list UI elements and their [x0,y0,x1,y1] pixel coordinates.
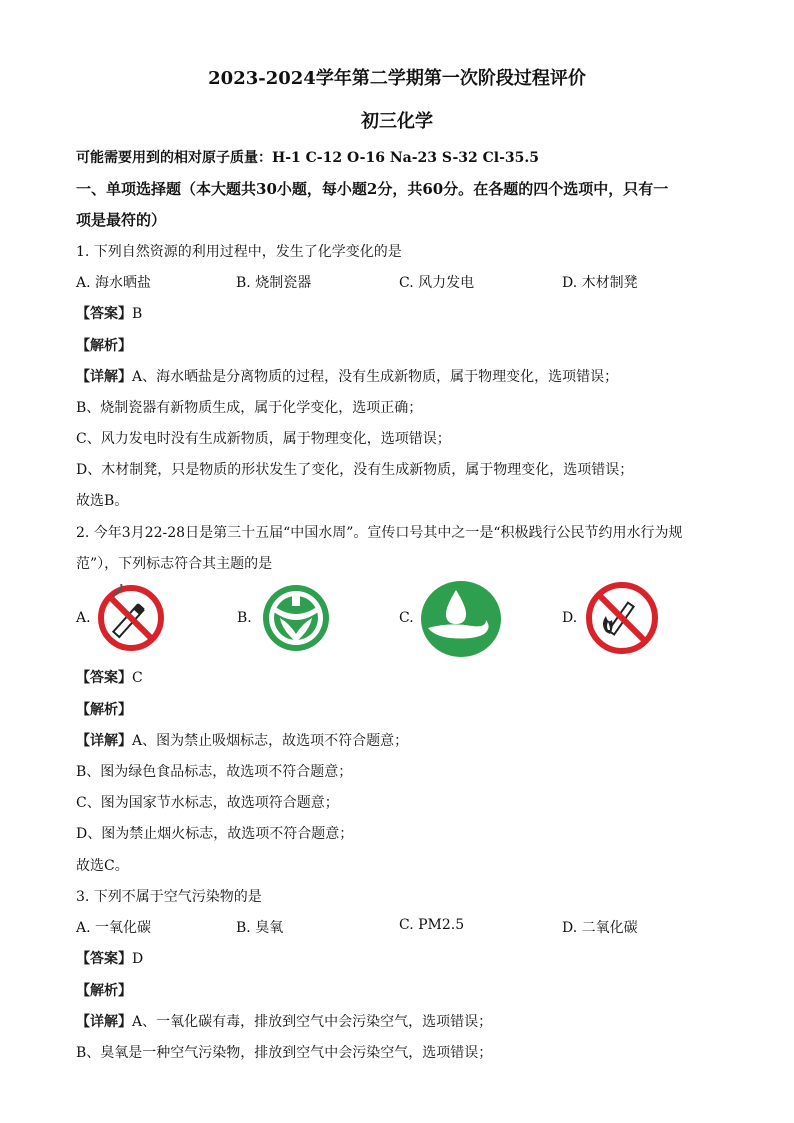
no-fire-sign-icon [584,580,660,656]
section-heading-line1: 一、单项选择题（本大题共30小题，每小题2分，共60分。在各题的四个选项中，只有一 [76,180,669,198]
q1-analysis-label: 【解析】 [76,338,132,354]
q3-analysis-label: 【解析】 [76,983,132,999]
q3-option-d: D. 二氧化碳 [562,920,638,936]
detail-label: 【详解】 [76,733,132,749]
detail-label: 【详解】 [76,369,132,385]
answer-value: C [132,670,143,686]
answer-label: 【答案】 [76,306,132,322]
q1-answer [76,303,142,323]
q2-option-c-letter: C. [399,610,414,626]
q1-detail-line [76,366,618,386]
q2-answer [76,667,143,687]
q3-option-c: C. PM2.5 [399,917,465,933]
exam-title: 2023-2024学年第二学期第一次阶段过程评价 [208,68,586,89]
q2-detail-line: D、图为禁止烟火标志，故选项不符合题意； [76,826,354,842]
q2-stem-line1: 2. 今年3月22-28日是第三十五届“中国水周”。宣传口号其中之一是“积极践行公民节约用水行为规 [76,525,683,541]
q2-option-b-letter: B. [237,610,252,626]
q1-option-a: A. 海水晒盐 [76,275,152,291]
no-smoking-sign-icon [97,584,165,652]
q2-option-d-letter: D. [562,610,578,626]
water-saving-sign-icon [420,580,502,658]
q2-detail-line [76,730,408,750]
q1-detail-line: B、烧制瓷器有新物质生成，属于化学变化，选项正确； [76,400,423,416]
answer-label: 【答案】 [76,951,132,967]
green-food-sign-icon [258,582,334,654]
q3-option-b: B. 臭氧 [236,920,284,936]
detail-text: A、图为禁止吸烟标志，故选项不符合题意； [132,733,409,749]
q1-option-b: B. 烧制瓷器 [236,275,312,291]
q1-detail-line: D、木材制凳，只是物质的形状发生了变化，没有生成新物质，属于物理变化，选项错误； [76,462,634,478]
q3-detail-line: B、臭氧是一种空气污染物，排放到空气中会污染空气，选项错误； [76,1045,493,1061]
q2-conclusion: 故选C。 [76,858,129,874]
q2-detail-line: C、图为国家节水标志，故选项符合题意； [76,795,339,811]
q2-analysis-label: 【解析】 [76,702,132,718]
exam-subtitle: 初三化学 [361,111,433,132]
q1-detail-line: C、风力发电时没有生成新物质，属于物理变化，选项错误； [76,431,451,447]
detail-text: A、海水晒盐是分离物质的过程，没有生成新物质，属于物理变化，选项错误； [132,369,619,385]
answer-value: B [132,306,143,322]
q2-option-a-letter: A. [76,610,91,626]
q3-option-a: A. 一氧化碳 [76,920,152,936]
detail-label: 【详解】 [76,1014,132,1030]
detail-text: A、一氧化碳有毒，排放到空气中会污染空气，选项错误； [132,1014,493,1030]
answer-label: 【答案】 [76,670,132,686]
section-heading-line2: 项是最符的） [76,211,167,229]
q2-stem-line2: 范”），下列标志符合其主题的是 [76,556,273,572]
q2-detail-line: B、图为绿色食品标志，故选项不符合题意； [76,764,353,780]
atomic-masses: 可能需要用到的相对原子质量：H-1 C-12 O-16 Na-23 S-32 Cl-35.5 [76,150,540,166]
q1-conclusion: 故选B。 [76,493,129,509]
q3-stem: 3. 下列不属于空气污染物的是 [76,889,262,905]
answer-value: D [132,951,144,967]
q1-option-d: D. 木材制凳 [562,275,638,291]
q3-detail-line [76,1011,492,1031]
q1-option-c: C. 风力发电 [399,275,475,291]
q1-stem: 1. 下列自然资源的利用过程中，发生了化学变化的是 [76,244,402,260]
q3-answer [76,948,143,968]
